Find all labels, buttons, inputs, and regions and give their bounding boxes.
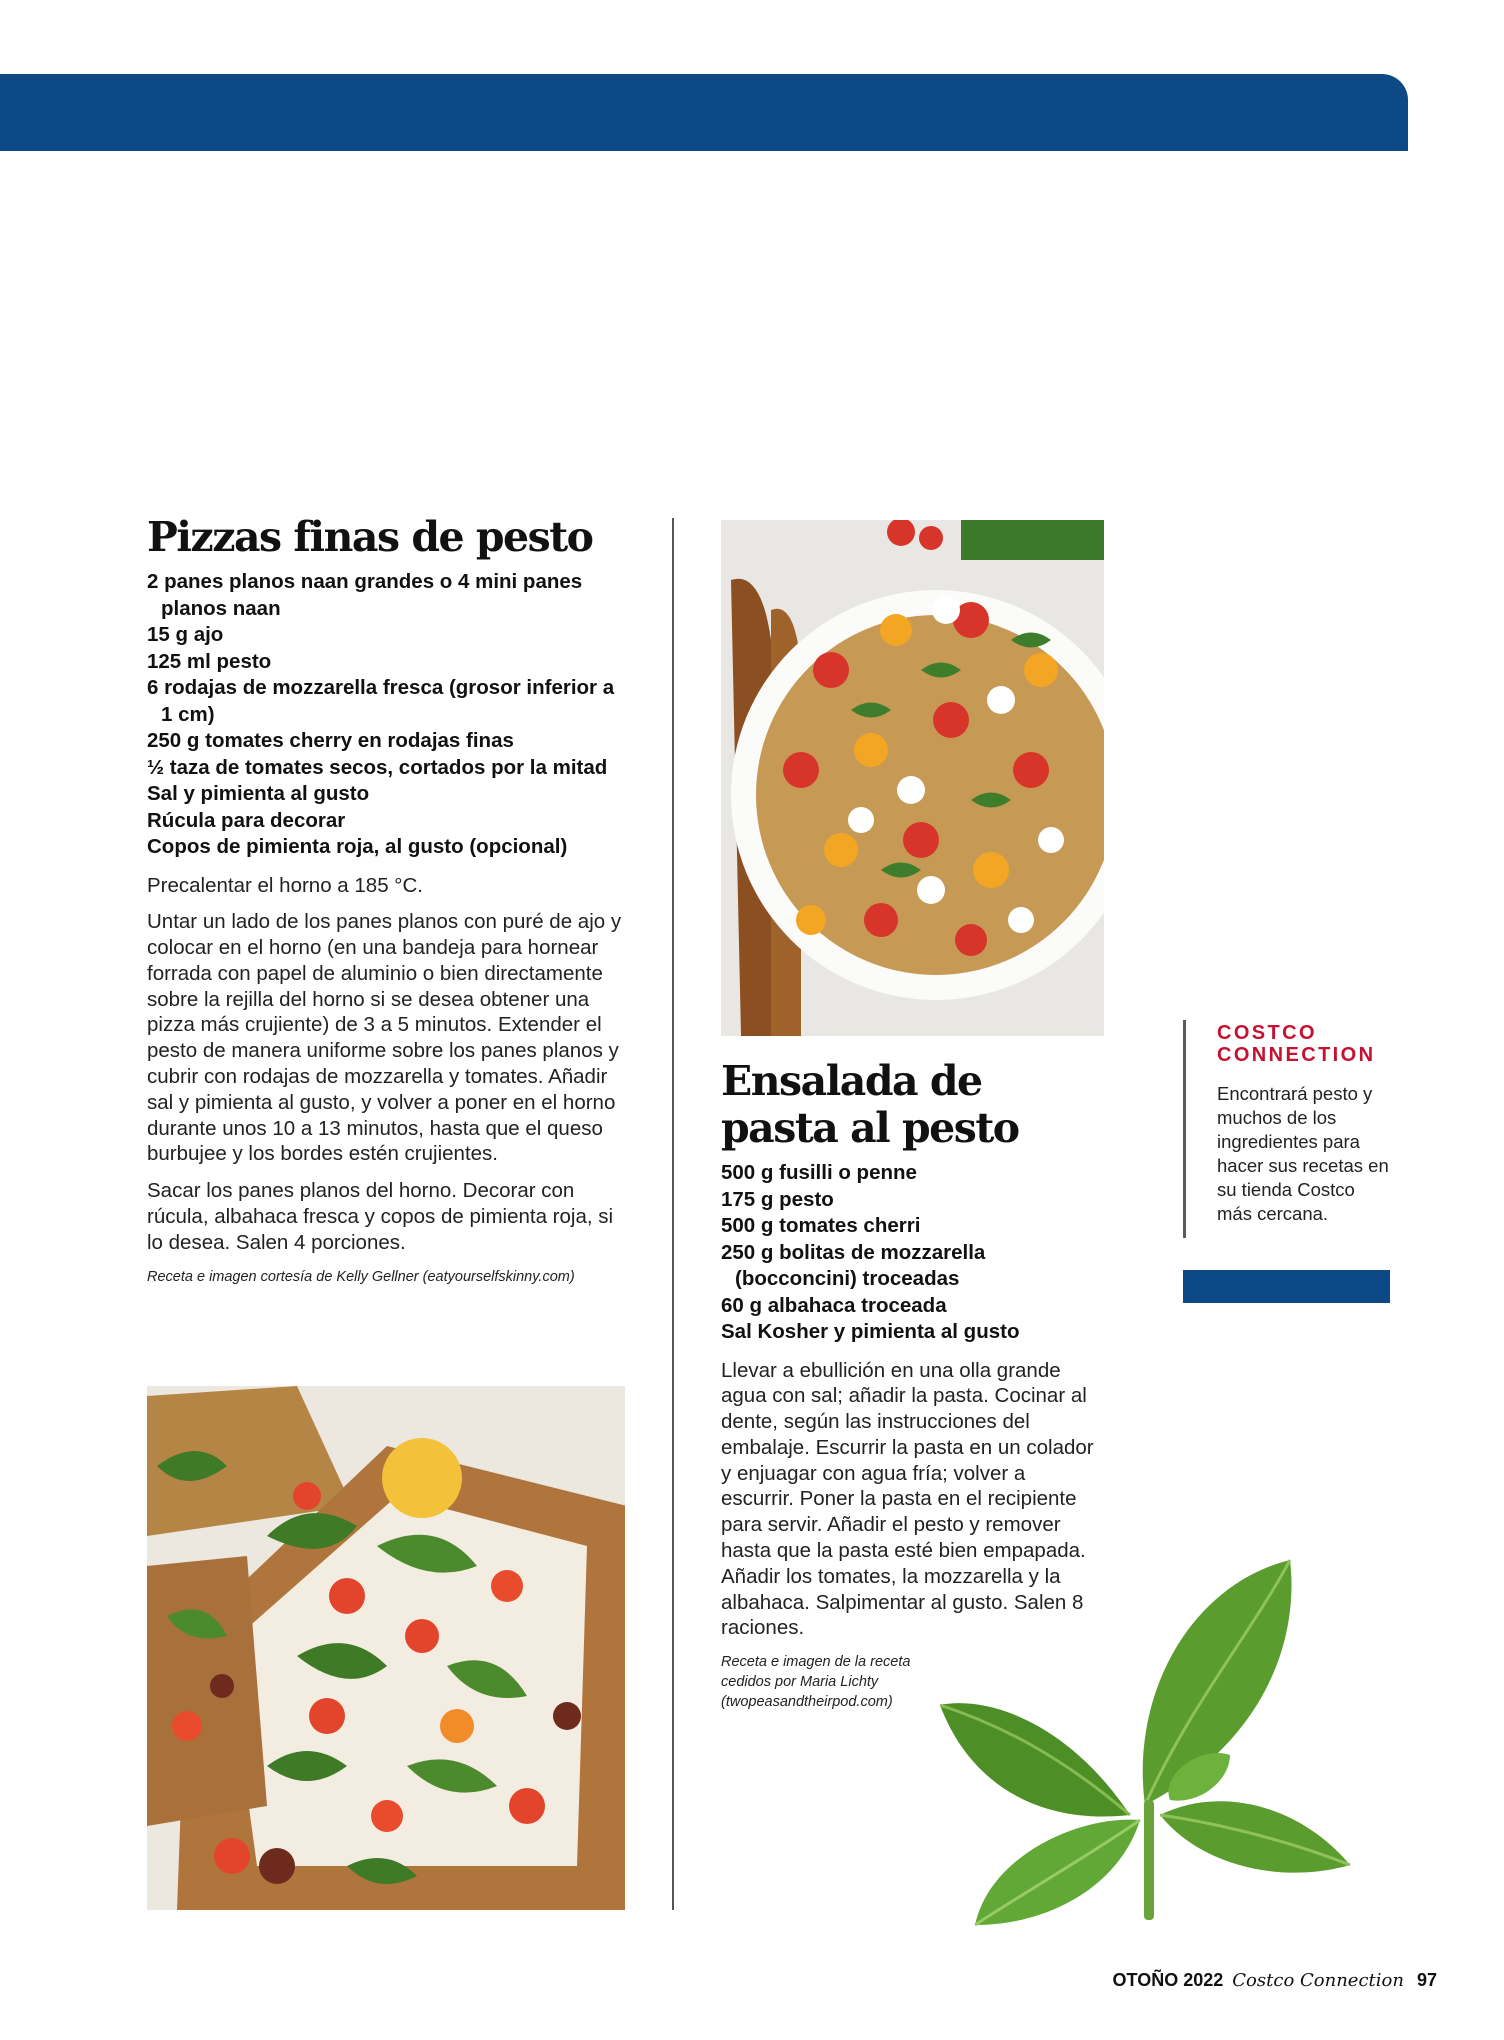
ingredient-item: 2 panes planos naan grandes o 4 mini panes planos naan: [147, 570, 583, 620]
issue-season: OTOÑO 2022: [1112, 1970, 1224, 1990]
instruction-paragraph: Llevar a ebullición en una olla grande agua con sal; añadir la pasta. Cocinar al dente, según las instrucciones del embalaje. Escurrir la pasta en un colador y enjuagar con agua fría; volver a escurrir. Poner la pasta en el recipiente para servir. Añadir el pesto y remover hasta que la pasta esté bien empapada. Añadir los tomates, la mozzarella y la albahaca. Salpimentar al gusto. Salen 8 raciones.: [721, 1358, 1094, 1640]
ingredient-item: Copos de pimienta roja, al gusto (opcional): [147, 835, 568, 858]
basil-leaves-image: [930, 1555, 1370, 1935]
recipe-title: Pizzas finas de pesto: [147, 513, 593, 561]
ingredient-list: [721, 1160, 1101, 1346]
ingredient-item: 250 g bolitas de mozzarella (bocconcini) troceadas: [721, 1240, 986, 1290]
header-band: [0, 74, 1408, 151]
pasta-salad-photo: [721, 520, 1104, 1036]
column-divider: [672, 518, 674, 1910]
ingredient-item: 175 g pesto: [721, 1187, 834, 1211]
ingredient-item: Sal y pimienta al gusto: [147, 782, 370, 805]
magazine-name: Costco Connection: [1232, 1970, 1404, 1991]
instruction-paragraph: Precalentar el horno a 185 °C.: [147, 873, 423, 897]
ingredient-item: 500 g fusilli o penne: [721, 1161, 917, 1184]
instruction-paragraph: Untar un lado de los panes planos con puré de ajo y colocar en el horno (en una bandeja para hornear forrada con papel de aluminio o bien directamente sobre la rejilla del horno si se desea obtener una pizza más crujiente) de 3 a 5 minutos. Extender el pesto de manera uniforme sobre los panes planos y cubrir con rodajas de mozzarella y tomates. Añadir sal y pimienta al gusto, y volver a poner en el horno durante unos 10 a 13 minutos, hasta que el queso burbujee y los bordes estén crujientes.: [147, 910, 622, 1166]
recipe-pizzas: [147, 514, 627, 1287]
ingredient-item: 500 g tomates cherri: [721, 1214, 921, 1237]
sidebar-title: COSTCO CONNECTION: [1217, 1022, 1376, 1066]
pizza-photo: [147, 1386, 625, 1910]
ingredient-item: Sal Kosher y pimienta al gusto: [721, 1320, 1020, 1343]
sidebar-text: Encontrará pesto y muchos de los ingredientes para hacer sus recetas en su tienda Costco más cercana.: [1217, 1083, 1389, 1224]
recipe-credit: Receta e imagen de la receta cedidos por Maria Lichty (twopeasandtheirpod.com): [721, 1654, 911, 1711]
ingredient-item: ½ taza de tomates secos, cortados por la mitad: [147, 755, 608, 779]
ingredient-item: Rúcula para decorar: [147, 808, 346, 832]
ingredient-item: 250 g tomates cherry en rodajas finas: [147, 729, 514, 752]
ingredient-item: 125 ml pesto: [147, 649, 272, 673]
recipe-credit: Receta e imagen cortesía de Kelly Gellner (eatyourselfskinny.com): [147, 1268, 575, 1285]
sidebar-accent-bar: [1183, 1270, 1390, 1303]
instruction-paragraph: Sacar los panes planos del horno. Decorar con rúcula, albahaca fresca y copos de pimienta roja, si lo desea. Salen 4 porciones.: [147, 1179, 614, 1254]
ingredient-item: 60 g albahaca troceada: [721, 1293, 947, 1317]
ingredient-item: 15 g ajo: [147, 623, 224, 646]
recipe-title: Ensalada de pasta al pesto: [721, 1057, 1019, 1152]
costco-connection-sidebar: [1183, 1020, 1393, 1238]
ingredient-list: [147, 569, 627, 861]
ingredient-item: 6 rodajas de mozzarella fresca (grosor inferior a 1 cm): [147, 676, 615, 726]
page-number: 97: [1416, 1970, 1437, 1990]
page-footer: [1113, 1970, 1437, 1991]
